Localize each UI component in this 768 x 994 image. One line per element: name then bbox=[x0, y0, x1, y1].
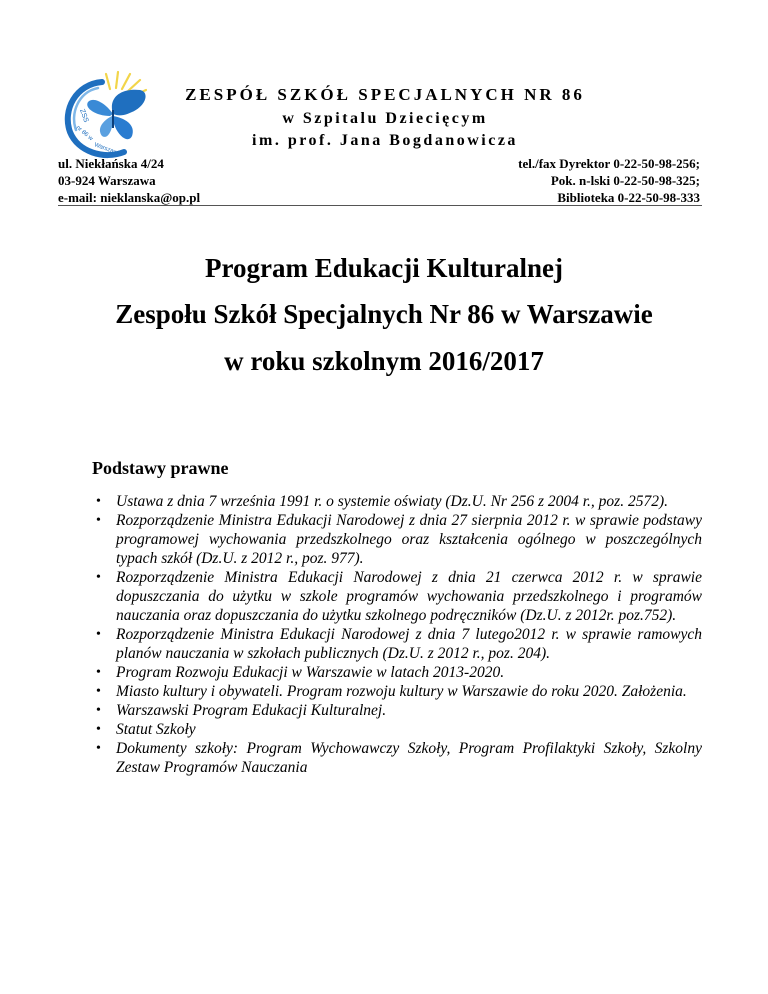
address-city: 03-924 Warszawa bbox=[58, 173, 156, 188]
list-item: • Ustawa z dnia 7 września 1991 r. o systemie oświaty (Dz.U. Nr 256 z 2004 r., poz. 2572). bbox=[116, 492, 702, 511]
svg-text:Warszawie: Warszawie bbox=[93, 142, 123, 158]
title-line1: Program Edukacji Kulturalnej bbox=[204, 253, 563, 283]
legal-basis-list bbox=[116, 492, 702, 777]
svg-text:nr 86 w: nr 86 w bbox=[74, 124, 94, 143]
school-name-line1: ZESPÓŁ SZKÓŁ SPECJALNYCH NR 86 bbox=[185, 85, 585, 104]
list-item: • Program Rozwoju Edukacji w Warszawie w latach 2013-2020. bbox=[116, 663, 702, 682]
school-logo-butterfly-icon bbox=[58, 66, 156, 164]
contact-teachers-room-phone: Pok. n-lski 0-22-50-98-325; bbox=[550, 173, 700, 188]
contact-director-phone: tel./fax Dyrektor 0-22-50-98-256; bbox=[518, 156, 700, 171]
title-line2: Zespołu Szkół Specjalnych Nr 86 w Warszawie bbox=[115, 299, 653, 330]
address-email: e-mail: nieklanska@op.pl bbox=[58, 190, 201, 205]
title-line3: w roku szkolnym 2016/2017 bbox=[224, 345, 544, 376]
svg-text:ZSS: ZSS bbox=[78, 108, 90, 124]
contact-library-phone: Biblioteka 0-22-50-98-333 bbox=[557, 190, 700, 205]
school-name-line2: w Szpitalu Dziecięcym bbox=[282, 109, 488, 127]
list-item: • Warszawski Program Edukacji Kulturalnej. bbox=[116, 701, 702, 720]
list-item: • Miasto kultury i obywateli. Program rozwoju kultury w Warszawie do roku 2020. Założenia. bbox=[116, 682, 702, 701]
school-name bbox=[150, 86, 620, 150]
list-item: • Rozporządzenie Ministra Edukacji Narodowej z dnia 7 lutego2012 r. w sprawie ramowych planów nauczania w szkołach publicznych (Dz.U. z 2012 r., poz. 204). bbox=[116, 625, 702, 663]
school-name-line3: im. prof. Jana Bogdanowicza bbox=[252, 132, 518, 150]
list-item: • Rozporządzenie Ministra Edukacji Narodowej z dnia 21 czerwca 2012 r. w sprawie dopuszczania do użytku w szkole programów wychowania przedszkolnego i programów nauczania oraz dopuszczania do użytku szkolnego podręczników (Dz.U. z 2012r. poz.752). bbox=[116, 568, 702, 625]
list-item: • Statut Szkoły bbox=[116, 720, 702, 739]
list-item: • Rozporządzenie Ministra Edukacji Narodowej z dnia 27 sierpnia 2012 r. w sprawie podstawy programowej wychowania przedszkolnego oraz kształcenia ogólnego w poszczególnych typach szkół (Dz.U. z 2012 r., poz. 977). bbox=[116, 511, 702, 568]
list-item: • Dokumenty szkoły: Program Wychowawczy Szkoły, Program Profilaktyki Szkoły, Szkolny Zestaw Programów Nauczania bbox=[116, 739, 702, 777]
contact-block bbox=[380, 155, 700, 206]
address-street: ul. Niekłańska 4/24 bbox=[58, 156, 164, 171]
address-block bbox=[58, 155, 358, 206]
document-title bbox=[58, 252, 710, 377]
header-divider bbox=[58, 205, 702, 206]
section-heading-legal-basis: Podstawy prawne bbox=[92, 458, 229, 478]
